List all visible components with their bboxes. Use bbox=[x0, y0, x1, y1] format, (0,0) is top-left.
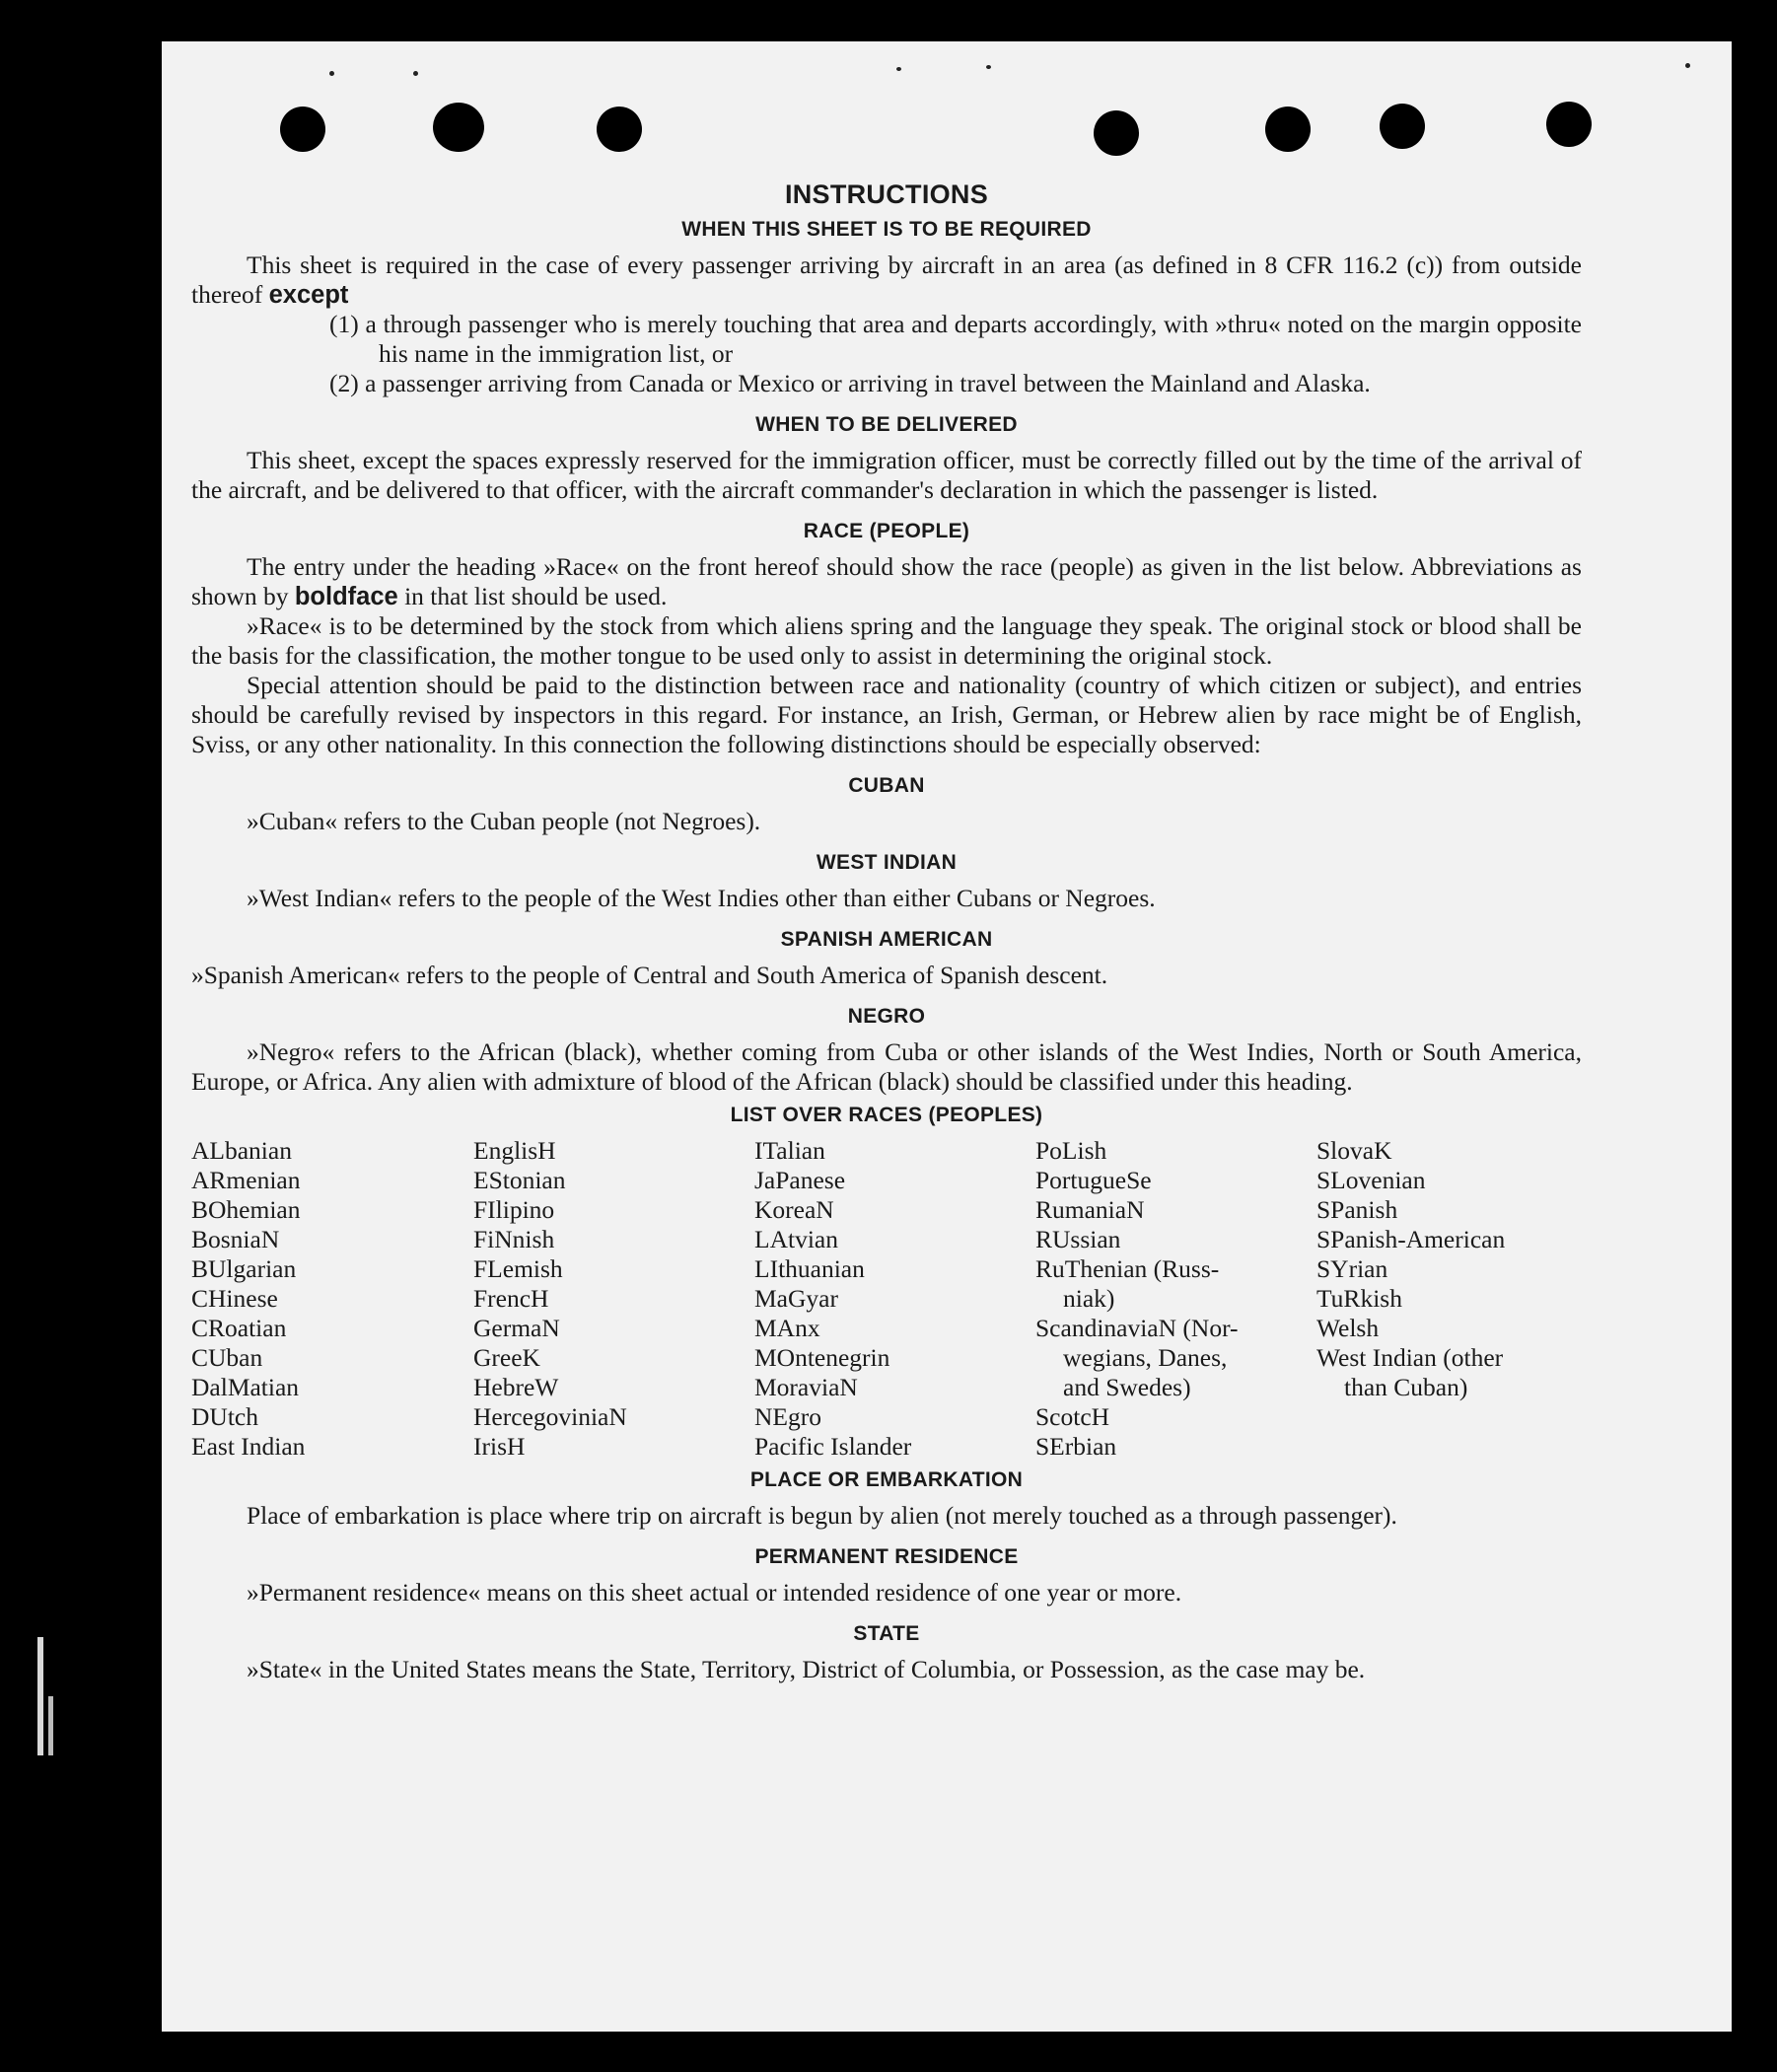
list-item: MoraviaN bbox=[754, 1373, 858, 1401]
races-column-1 bbox=[191, 1136, 473, 1462]
list-item: RuThenian (Russ- bbox=[1035, 1254, 1220, 1283]
list-item: SlovaK bbox=[1316, 1136, 1392, 1165]
list-item: FIlipino bbox=[473, 1195, 555, 1224]
list-item: CHinese bbox=[191, 1284, 278, 1313]
paragraph-permanent-residence: »Permanent residence« means on this sheet actual or intended residence of one year or more. bbox=[247, 1578, 1182, 1607]
list-item: ARmenian bbox=[191, 1166, 301, 1194]
heading-spanish-american: SPANISH AMERICAN bbox=[780, 928, 993, 951]
list-item: ScandinaviaN (Nor- bbox=[1035, 1314, 1239, 1342]
paragraph-state: »State« in the United States means the State, Territory, District of Columbia, or Possession, as the case may be. bbox=[247, 1655, 1366, 1683]
paragraph-required: This sheet is required in the case of every passenger arriving by aircraft in an area (as defined in 8 CFR 116.2 (c)) from outside thereof except bbox=[191, 250, 1582, 309]
list-item: NEgro bbox=[754, 1402, 821, 1431]
list-item: TuRkish bbox=[1316, 1284, 1402, 1313]
list-item: SErbian bbox=[1035, 1432, 1117, 1461]
list-item: niak) bbox=[1063, 1284, 1115, 1313]
punch-hole bbox=[280, 107, 325, 152]
paragraph-delivered: This sheet, except the spaces expressly reserved for the immigration officer, must be correctly filled out by the time of the arrival of the aircraft, and be delivered to that officer, with the aircraft commander's declaration in which the passenger is listed. bbox=[191, 446, 1582, 504]
list-item: and Swedes) bbox=[1063, 1373, 1191, 1401]
paragraph-race-1: The entry under the heading »Race« on the front hereof should show the race (people) as given in the list below. Abbreviations as shown by boldface in that list should be used. bbox=[191, 552, 1582, 610]
list-item: LAtvian bbox=[754, 1225, 838, 1253]
heading-west-indian: WEST INDIAN bbox=[816, 851, 958, 874]
speck bbox=[986, 65, 991, 69]
list-item: PortugueSe bbox=[1035, 1166, 1152, 1194]
list-item: SPanish-American bbox=[1316, 1225, 1506, 1253]
paragraph-negro: »Negro« refers to the African (black), whether coming from Cuba or other islands of the West Indies, North or South America, Europe, or Africa. Any alien with admixture of blood of the African (black) should be classified under this heading. bbox=[191, 1037, 1582, 1096]
list-item: FLemish bbox=[473, 1254, 563, 1283]
punch-hole bbox=[1380, 104, 1425, 149]
document-page bbox=[162, 41, 1732, 2032]
list-item: PoLish bbox=[1035, 1136, 1107, 1165]
heading-state: STATE bbox=[853, 1622, 920, 1645]
heading-cuban: CUBAN bbox=[848, 774, 925, 797]
speck bbox=[329, 71, 334, 76]
list-item: GreeK bbox=[473, 1343, 540, 1372]
list-item: MaGyar bbox=[754, 1284, 838, 1313]
list-item: CUban bbox=[191, 1343, 263, 1372]
list-item: than Cuban) bbox=[1344, 1373, 1468, 1401]
list-item: GermaN bbox=[473, 1314, 560, 1342]
list-item: IrisH bbox=[473, 1432, 526, 1461]
list-item: wegians, Danes, bbox=[1063, 1343, 1228, 1372]
scan-artifact bbox=[37, 1637, 43, 1755]
paragraph-race-2: »Race« is to be determined by the stock from which aliens spring and the language they speak. The original stock or blood shall be the basis for the classification, the mother tongue to be used only to assist in determining the original stock. bbox=[191, 611, 1582, 670]
list-item: SPanish bbox=[1316, 1195, 1398, 1224]
list-item: SYrian bbox=[1316, 1254, 1388, 1283]
races-column-3 bbox=[754, 1136, 1035, 1462]
scan-artifact bbox=[48, 1696, 53, 1755]
races-list bbox=[191, 1136, 1582, 1462]
list-item: ITalian bbox=[754, 1136, 825, 1165]
punch-hole bbox=[1546, 102, 1592, 147]
list-item: EnglisH bbox=[473, 1136, 556, 1165]
paragraph-cuban: »Cuban« refers to the Cuban people (not Negroes). bbox=[247, 807, 761, 835]
list-item: BUlgarian bbox=[191, 1254, 297, 1283]
list-item: CRoatian bbox=[191, 1314, 287, 1342]
speck bbox=[1685, 63, 1690, 68]
list-item: DUtch bbox=[191, 1402, 258, 1431]
list-item: BosniaN bbox=[191, 1225, 280, 1253]
races-column-4 bbox=[1035, 1136, 1316, 1462]
punch-hole bbox=[597, 107, 642, 152]
list-item-canada-mexico: (2) a passenger arriving from Canada or Mexico or arriving in travel between the Mainland and Alaska. bbox=[329, 369, 1371, 397]
list-item: SLovenian bbox=[1316, 1166, 1426, 1194]
list-item: KoreaN bbox=[754, 1195, 834, 1224]
heading-when-required: WHEN THIS SHEET IS TO BE REQUIRED bbox=[681, 218, 1092, 241]
list-item: ScotcH bbox=[1035, 1402, 1110, 1431]
list-item: BOhemian bbox=[191, 1195, 301, 1224]
list-item: DalMatian bbox=[191, 1373, 300, 1401]
races-column-2 bbox=[473, 1136, 754, 1462]
page-title: INSTRUCTIONS bbox=[784, 179, 989, 209]
list-item: Welsh bbox=[1316, 1314, 1380, 1342]
heading-embarkation: PLACE OR EMBARKATION bbox=[749, 1468, 1024, 1491]
punch-hole bbox=[1265, 107, 1311, 152]
list-item: East Indian bbox=[191, 1432, 306, 1461]
heading-permanent-residence: PERMANENT RESIDENCE bbox=[754, 1545, 1019, 1568]
heading-negro: NEGRO bbox=[847, 1005, 926, 1028]
list-item: FiNnish bbox=[473, 1225, 555, 1253]
list-item: MAnx bbox=[754, 1314, 820, 1342]
list-item: RumaniaN bbox=[1035, 1195, 1145, 1224]
except-emphasis: except bbox=[268, 281, 349, 309]
list-item: MOntenegrin bbox=[754, 1343, 890, 1372]
list-item: LIthuanian bbox=[754, 1254, 865, 1283]
list-item: West Indian (other bbox=[1316, 1343, 1504, 1372]
list-item: JaPanese bbox=[754, 1166, 846, 1194]
list-item: HercegoviniaN bbox=[473, 1402, 627, 1431]
punch-hole bbox=[433, 103, 484, 152]
instructions-body bbox=[191, 179, 1582, 1684]
list-item: EStonian bbox=[473, 1166, 566, 1194]
paragraph-spanish-american: »Spanish American« refers to the people of Central and South America of Spanish descent. bbox=[191, 961, 1108, 989]
paragraph-race-3: Special attention should be paid to the distinction between race and nationality (country of which citizen or subject), and entries should be carefully revised by inspectors in this regard. For instance, an Irish, German, or Hebrew alien by race might be of English, Sviss, or any other nationality. In this connection the following distinctions should be especially observed: bbox=[191, 671, 1582, 758]
punch-hole bbox=[1094, 110, 1139, 156]
speck bbox=[413, 71, 418, 76]
heading-list-races: LIST OVER RACES (PEOPLES) bbox=[730, 1104, 1043, 1126]
paragraph-embarkation: Place of embarkation is place where trip on aircraft is begun by alien (not merely touched as a through passenger). bbox=[247, 1501, 1397, 1530]
list-item: ALbanian bbox=[191, 1136, 292, 1165]
list-item-through-passenger: (1) a through passenger who is merely touching that area and departs accordingly, with »thru« noted on the margin opposite his name in the immigration list, or bbox=[329, 310, 1582, 368]
heading-when-delivered: WHEN TO BE DELIVERED bbox=[755, 413, 1018, 436]
races-column-5 bbox=[1316, 1136, 1577, 1462]
heading-race: RACE (PEOPLE) bbox=[803, 520, 970, 542]
boldface-emphasis: boldface bbox=[294, 583, 398, 610]
list-item: RUssian bbox=[1035, 1225, 1121, 1253]
list-item: FrencH bbox=[473, 1284, 549, 1313]
list-item: Pacific Islander bbox=[754, 1432, 912, 1461]
paragraph-west-indian: »West Indian« refers to the people of the West Indies other than either Cubans or Negroes. bbox=[247, 884, 1156, 912]
list-item: HebreW bbox=[473, 1373, 559, 1401]
speck bbox=[896, 67, 901, 71]
